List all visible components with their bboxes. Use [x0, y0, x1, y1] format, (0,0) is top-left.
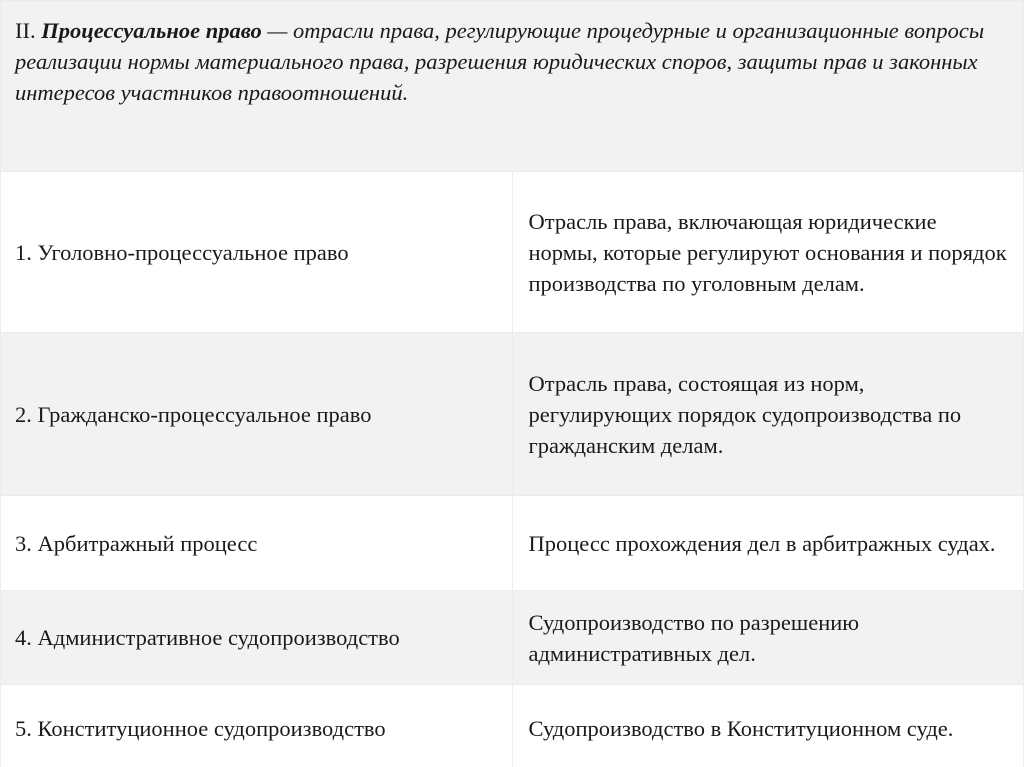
- section-definition: — отрасли права, регулирующие процедурные и организационные вопросы реализации нормы материального права, разрешения юридических споров, защиты прав и законных интересов участников правоотношений.: [15, 18, 985, 105]
- table-row: [1, 685, 1024, 767]
- law-description-cell: [512, 496, 1024, 591]
- header-definition: [1, 1, 1023, 108]
- table-row: [1, 172, 1024, 333]
- law-name: 4. Административное судопроизводство: [15, 625, 400, 650]
- law-description: Судопроизводство по разрешению административных дел.: [528, 609, 860, 666]
- law-name: 3. Арбитражный процесс: [15, 530, 258, 556]
- table-row: [1, 591, 1024, 685]
- table-row: [1, 496, 1024, 591]
- table-header-row: [1, 1, 1024, 172]
- law-name-cell: [1, 172, 513, 333]
- section-number: II.: [15, 18, 36, 43]
- table-row: [1, 333, 1024, 496]
- law-name-cell: [1, 496, 513, 591]
- law-description: Процесс прохождения дел в арбитражных судах.: [528, 530, 996, 556]
- law-name: 1. Уголовно-процессуальное право: [15, 239, 349, 265]
- law-name-cell: [1, 333, 513, 496]
- section-term: Процессуальное право: [41, 18, 262, 43]
- law-description-cell: [512, 591, 1024, 685]
- law-description: Отрасль права, включающая юридические нормы, которые регулируют основания и порядок производства по уголовным делам.: [528, 208, 1007, 296]
- law-name-cell: [1, 591, 513, 685]
- law-description-cell: [512, 172, 1024, 333]
- law-description: Судопроизводство в Конституционном суде.: [528, 715, 954, 741]
- law-name: 5. Конституционное судопроизводство: [15, 715, 386, 741]
- law-name: 2. Гражданско-процессуальное право: [15, 401, 372, 427]
- law-description-cell: [512, 333, 1024, 496]
- law-description-cell: [512, 685, 1024, 767]
- law-description: Отрасль права, состоящая из норм, регулирующих порядок судопроизводства по гражданским делам.: [528, 370, 962, 458]
- law-name-cell: [1, 685, 513, 767]
- header-cell: [1, 1, 1024, 172]
